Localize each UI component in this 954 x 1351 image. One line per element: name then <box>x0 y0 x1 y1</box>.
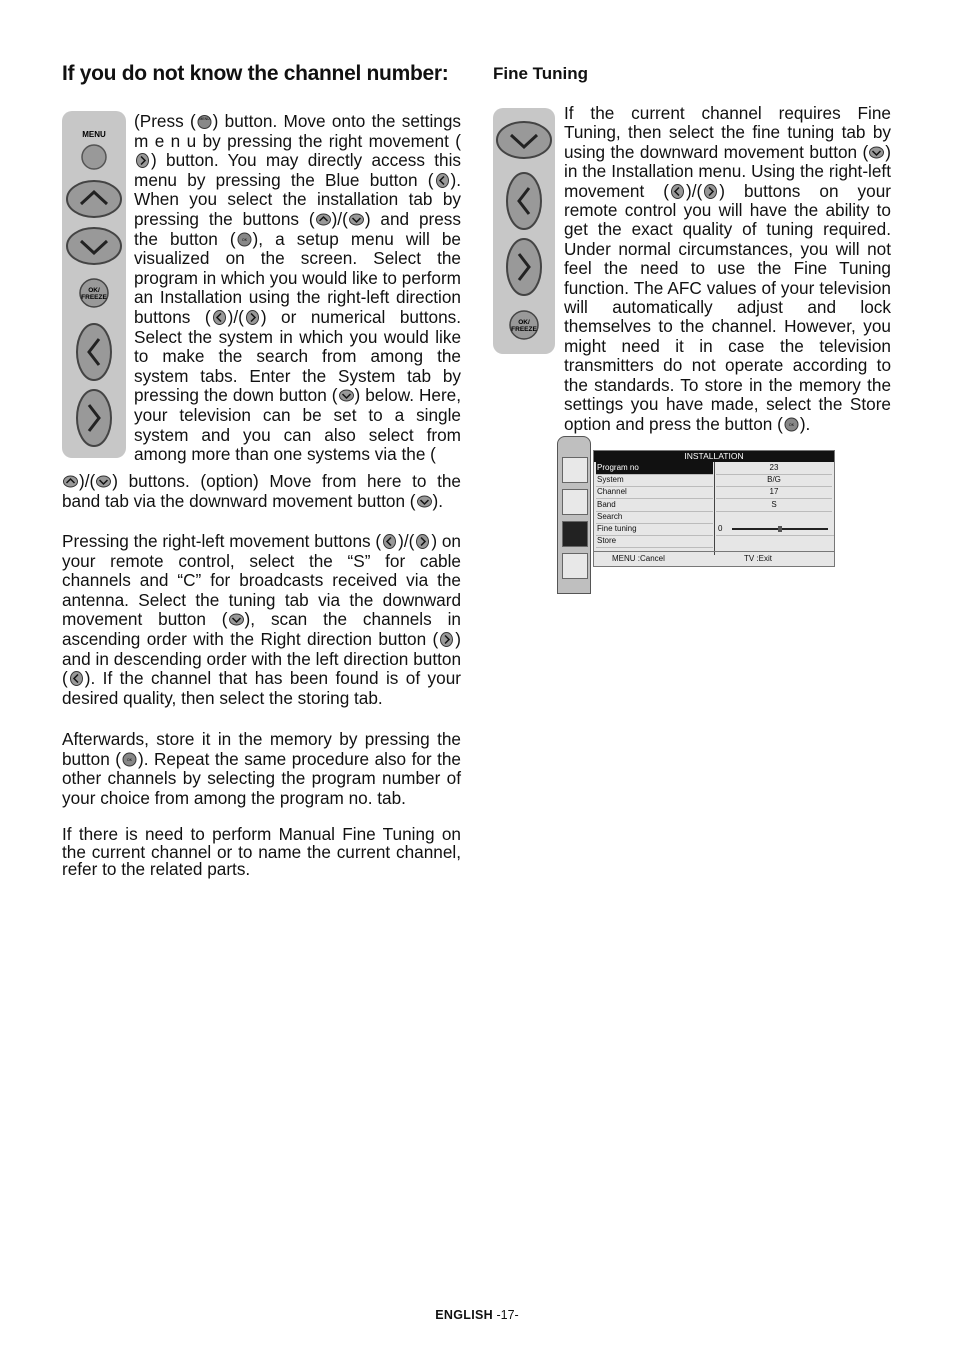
text: ) and press the button ( <box>134 208 461 249</box>
right-button-image <box>74 387 114 449</box>
osd-row-value: 0 <box>716 523 834 536</box>
left-paragraph-4 <box>62 826 461 879</box>
text: ). If the channel that has been found is of your desired quality, then select the storing tab. <box>62 668 461 708</box>
up-button-image <box>65 179 123 219</box>
osd-row <box>594 511 834 523</box>
up-arrow-icon <box>316 212 331 227</box>
left-button-image <box>504 170 544 232</box>
down-arrow-icon <box>349 212 364 227</box>
right-arrow-icon <box>703 184 718 199</box>
osd-row-label: Program no <box>596 462 713 475</box>
osd-tab-strip <box>557 436 591 594</box>
osd-exit-hint: TV :Exit <box>744 554 773 563</box>
installation-tab-icon <box>562 521 588 547</box>
left-arrow-icon <box>435 173 450 188</box>
text: )/( <box>331 208 348 229</box>
osd-row-value <box>716 535 832 536</box>
ok-freeze-icon <box>237 232 252 247</box>
picture-tab-icon <box>562 457 588 483</box>
right-arrow-icon <box>439 632 454 647</box>
page-footer <box>0 1308 954 1322</box>
osd-row <box>594 486 834 498</box>
osd-row-value: B/G <box>716 474 832 487</box>
text: ). <box>432 490 444 511</box>
text: Pressing the right-left movement buttons ( <box>62 531 382 551</box>
osd-row <box>594 462 834 474</box>
svg-text:FREEZE: FREEZE <box>81 294 107 301</box>
remote-panel-right <box>493 108 555 354</box>
text: ) in the Installation menu. Using the right-left movement ( <box>564 141 891 201</box>
right-arrow-icon <box>245 310 260 325</box>
text: )/( <box>227 306 244 327</box>
svg-text:MENU: MENU <box>199 117 210 121</box>
text: If there is need to perform Manual Fine Tuning on the current channel or to name the current channel, refer to the related parts. <box>62 824 461 879</box>
ok-freeze-button-image <box>508 309 540 341</box>
osd-row-value: S <box>716 499 832 512</box>
svg-text:MENU: MENU <box>82 130 106 139</box>
osd-menu <box>593 450 835 567</box>
text: ), a setup menu will be visualized on the screen. Select the program in which you would like to perform an Installation using the right-left direction buttons ( <box>134 228 461 327</box>
text: (Press ( <box>134 111 196 131</box>
osd-row-label: Channel <box>596 486 713 499</box>
osd-row-label: Search <box>596 511 713 524</box>
text: ). Repeat the same procedure also for the other channels by selecting the program number of your choice from among the program no. tab. <box>62 748 461 808</box>
right-arrow-icon <box>415 534 430 549</box>
svg-text:OK: OK <box>126 757 133 762</box>
text: ) below. Here, your television can be set to a single system and you can also select from among more than one systems via the ( <box>134 385 462 465</box>
menu-button-image <box>76 127 112 171</box>
text: ). <box>799 413 811 434</box>
down-arrow-icon <box>869 145 884 160</box>
svg-text:FREEZE: FREEZE <box>511 326 537 333</box>
right-paragraph <box>564 104 891 434</box>
svg-text:OK: OK <box>788 422 794 427</box>
sound-tab-icon <box>562 489 588 515</box>
right-title: Fine Tuning <box>493 64 589 83</box>
osd-row-label: Store <box>596 535 713 548</box>
text: ) buttons on your remote control you will have the ability to get the exact quality of tuning required. Under normal circumstances, you will not feel the need to use the Fine Tuning function. The AFC values of your television will automatically adjust and lock themselves to the channel. However, you might need it in case the television transmitters do not operate according to the standards. To store in the memory the settings you have made, select the Store option and press the button ( <box>564 180 891 434</box>
text: )/( <box>686 180 703 201</box>
left-arrow-icon <box>382 534 397 549</box>
ok-freeze-button-image <box>78 277 110 309</box>
osd-row-value: 17 <box>716 486 832 499</box>
left-button-image <box>74 321 114 383</box>
left-arrow-icon <box>212 310 227 325</box>
right-button-image <box>504 236 544 298</box>
svg-text:OK/: OK/ <box>88 287 100 294</box>
left-title: If you do not know the channel number: <box>62 62 449 85</box>
footer-page-number: -17- <box>496 1308 519 1322</box>
ok-freeze-icon <box>122 752 137 767</box>
text: Afterwards, store it in the memory by pressing the button ( <box>62 729 461 769</box>
ok-freeze-icon <box>784 417 799 432</box>
left-paragraph-1-tail <box>62 472 461 511</box>
osd-footer <box>594 551 834 566</box>
down-button-image <box>65 226 123 266</box>
footer-language: ENGLISH <box>435 1308 493 1322</box>
left-paragraph-2 <box>62 532 461 708</box>
text: ) buttons. (option) Move from here to the band tab via the downward movement button ( <box>62 471 461 511</box>
osd-row-value <box>716 511 832 512</box>
text: )/( <box>398 531 415 551</box>
fine-tuning-slider <box>732 528 828 530</box>
osd-row <box>594 499 834 511</box>
down-arrow-icon <box>417 494 432 509</box>
osd-row <box>594 535 834 547</box>
svg-text:OK/: OK/ <box>518 319 530 326</box>
svg-text:OK: OK <box>241 237 247 242</box>
osd-cancel-hint: MENU :Cancel <box>612 554 665 563</box>
left-paragraph-1 <box>134 112 461 465</box>
down-arrow-icon <box>339 388 354 403</box>
left-paragraph-3 <box>62 730 461 808</box>
osd-row-label: Band <box>596 499 713 512</box>
text: ), scan the channels in ascending order with the Right direction button ( <box>62 609 461 649</box>
left-arrow-icon <box>69 671 84 686</box>
left-arrow-icon <box>670 184 685 199</box>
text: )/( <box>79 471 96 491</box>
up-arrow-icon <box>63 474 78 489</box>
osd-title: INSTALLATION <box>594 451 834 462</box>
text: ) button. Move onto the settings m e n u by pressing the right movement ( <box>134 111 461 151</box>
text: ). When you select the installation tab by pressing the buttons ( <box>134 169 461 229</box>
menu-icon <box>197 114 212 129</box>
text: ) button. You may directly access this menu by pressing the Blue button ( <box>134 150 461 190</box>
osd-row-label: Fine tuning <box>596 523 713 536</box>
osd-row-value: 23 <box>716 462 832 475</box>
slider-knob <box>778 526 782 532</box>
right-arrow-icon <box>135 153 150 168</box>
text: If the current channel requires Fine Tuning, then select the fine tuning tab by using the downward movement button ( <box>564 103 891 162</box>
text: ) or numerical buttons. Select the system in which you would like to make the search from among the system tabs. Enter the System tab by pressing the down button ( <box>134 306 461 406</box>
osd-row <box>594 474 834 486</box>
text: ) on your remote control, select the “S” for cable channels and “C” for broadcasts received via the antenna. Select the tuning tab via the downward movement button ( <box>62 531 461 630</box>
osd-row-label: System <box>596 474 713 487</box>
installation-osd-screenshot <box>557 436 837 594</box>
text: ) and in descending order with the left direction button ( <box>62 628 461 689</box>
down-button-image <box>495 120 553 160</box>
osd-row <box>594 523 834 535</box>
features-tab-icon <box>562 553 588 579</box>
down-arrow-icon <box>96 474 111 489</box>
down-arrow-icon <box>229 612 244 627</box>
remote-panel-left <box>62 111 126 458</box>
